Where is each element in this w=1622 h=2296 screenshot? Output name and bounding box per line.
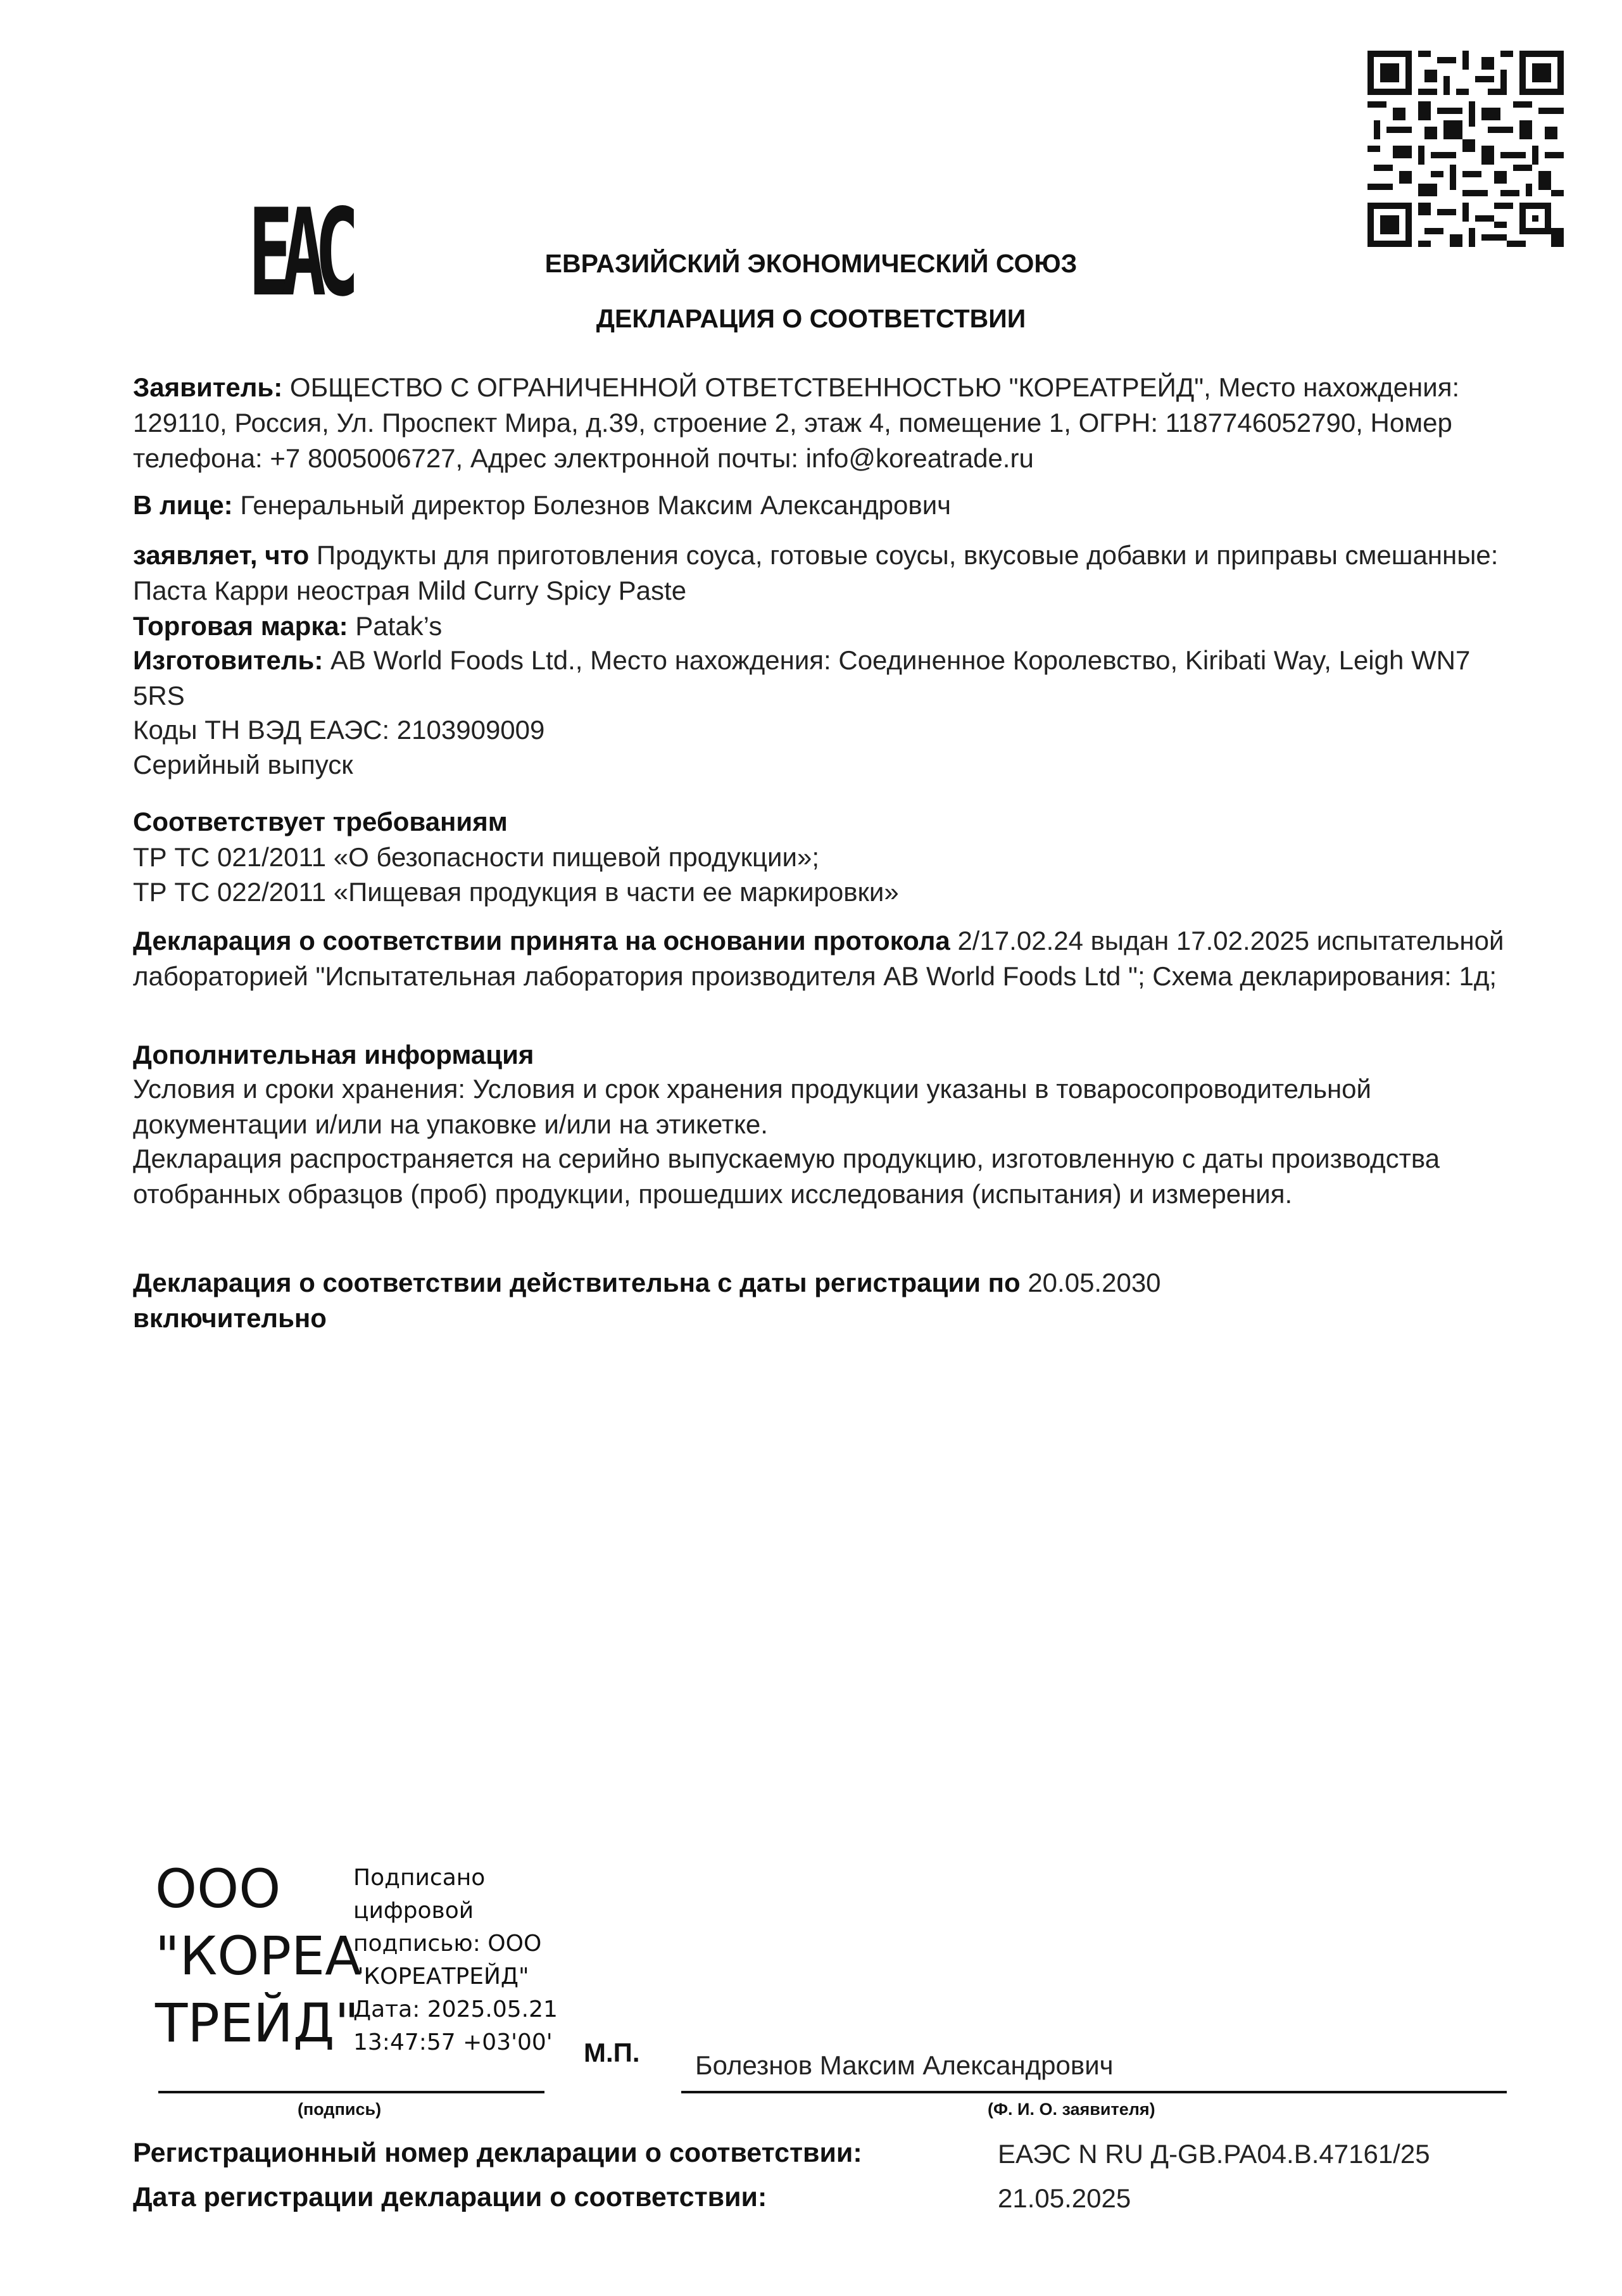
additional-label: Дополнительная информация xyxy=(133,1040,534,1069)
digital-signature-line: подписью: ООО xyxy=(353,1931,542,1957)
requirement-item: ТР ТС 021/2011 «О безопасности пищевой продукции»; xyxy=(133,842,820,872)
signer-name: Болезнов Максим Александрович xyxy=(695,2050,1114,2080)
person-block xyxy=(133,488,1513,523)
trademark-text: Patak’s xyxy=(355,611,443,641)
digital-signature-line: цифровой xyxy=(353,1898,474,1924)
trademark-block xyxy=(133,609,1513,644)
validity-date: 20.05.2030 xyxy=(1028,1268,1161,1297)
name-line xyxy=(681,2091,1507,2093)
codes-line: Коды ТН ВЭД ЕАЭС: 2103909009 xyxy=(133,715,545,745)
signature-name xyxy=(155,1855,361,2057)
qr-code-icon xyxy=(1367,51,1564,247)
declares-label: заявляет, что xyxy=(133,540,310,570)
registration-number-label: Регистрационный номер декларации о соответствии: xyxy=(133,2138,862,2168)
serial-line: Серийный выпуск xyxy=(133,750,353,779)
basis-label: Декларация о соответствии принята на основании протокола xyxy=(133,926,950,956)
stamp-label: М.П. xyxy=(584,2038,640,2067)
validity-suffix: включительно xyxy=(133,1303,327,1333)
requirements-label: Соответствует требованиям xyxy=(133,807,508,836)
signature-name-line: "КОРЕА xyxy=(155,1925,361,1987)
validity-block xyxy=(133,1265,1513,1301)
registration-date-label: Дата регистрации декларации о соответствии: xyxy=(133,2182,767,2212)
document-title: ДЕКЛАРАЦИЯ О СООТВЕТСТВИИ xyxy=(596,304,1026,333)
person-text: Генеральный директор Болезнов Максим Александрович xyxy=(240,490,952,520)
digital-signature-line: 13:47:57 +03'00' xyxy=(353,2029,553,2055)
requirement-item: ТР ТС 022/2011 «Пищевая продукция в части ее маркировки» xyxy=(133,877,899,907)
additional-line: Декларация распространяется на серийно выпускаемую продукцию, изготовленную с даты производства отобранных образцов (проб) продукции, прошедших исследования (испытания) и измерения. xyxy=(133,1144,1440,1209)
signature-name-line: ТРЕЙД" xyxy=(155,1992,360,2054)
signature-caption: (подпись) xyxy=(298,2100,382,2119)
basis-text: 2/17.02.24 выдан 17.02.2025 испытательной лабораторией "Испытательная лаборатория производителя AB World Foods Ltd "; Схема декларирования: 1д; xyxy=(133,926,1504,991)
digital-signature-line: Дата: 2025.05.21 xyxy=(353,1996,558,2022)
applicant-label: Заявитель: xyxy=(133,372,283,402)
additional-line: Условия и сроки хранения: Условия и срок хранения продукции указаны в товаросопроводительной документации и/или на упаковке и/или на этикетке. xyxy=(133,1074,1371,1139)
eac-logo: EAC xyxy=(248,183,348,323)
union-title: ЕВРАЗИЙСКИЙ ЭКОНОМИЧЕСКИЙ СОЮЗ xyxy=(544,249,1078,278)
declares-block xyxy=(133,538,1513,609)
digital-signature-line: Подписано xyxy=(353,1865,486,1891)
signature-line xyxy=(158,2091,544,2093)
applicant-text: ОБЩЕСТВО С ОГРАНИЧЕННОЙ ОТВЕТСТВЕННОСТЬЮ "КОРЕАТРЕЙД", Место нахождения: 129110, Россия, Ул. Проспект Мира, д.39, строение 2, этаж 4, помещение 1, ОГРН: 1187746052790, Номер телефона: +7 8005006727, Адрес электронной почты: info@koreatrade.ru xyxy=(133,372,1460,473)
person-label: В лице: xyxy=(133,490,233,520)
manufacturer-label: Изготовитель: xyxy=(133,645,324,675)
manufacturer-block xyxy=(133,643,1513,714)
declares-text: Продукты для приготовления соуса, готовые соусы, вкусовые добавки и приправы смешанные: Паста Карри неострая Mild Curry Spicy Paste xyxy=(133,540,1499,605)
registration-number: ЕАЭС N RU Д-GB.PA04.B.47161/25 xyxy=(998,2139,1430,2169)
digital-signature-text xyxy=(353,1862,558,2059)
trademark-label: Торговая марка: xyxy=(133,611,348,641)
manufacturer-text: AB World Foods Ltd., Место нахождения: Соединенное Королевство, Kiribati Way, Leigh WN7 5RS xyxy=(133,645,1471,710)
signature-name-line: ООО xyxy=(155,1858,281,1920)
applicant-block xyxy=(133,370,1513,476)
basis-block xyxy=(133,923,1513,994)
registration-date: 21.05.2025 xyxy=(998,2183,1131,2213)
digital-signature-line: "КОРЕАТРЕЙД" xyxy=(353,1964,529,1990)
validity-label: Декларация о соответствии действительна с даты регистрации по xyxy=(133,1268,1021,1297)
name-caption: (Ф. И. О. заявителя) xyxy=(988,2100,1155,2119)
